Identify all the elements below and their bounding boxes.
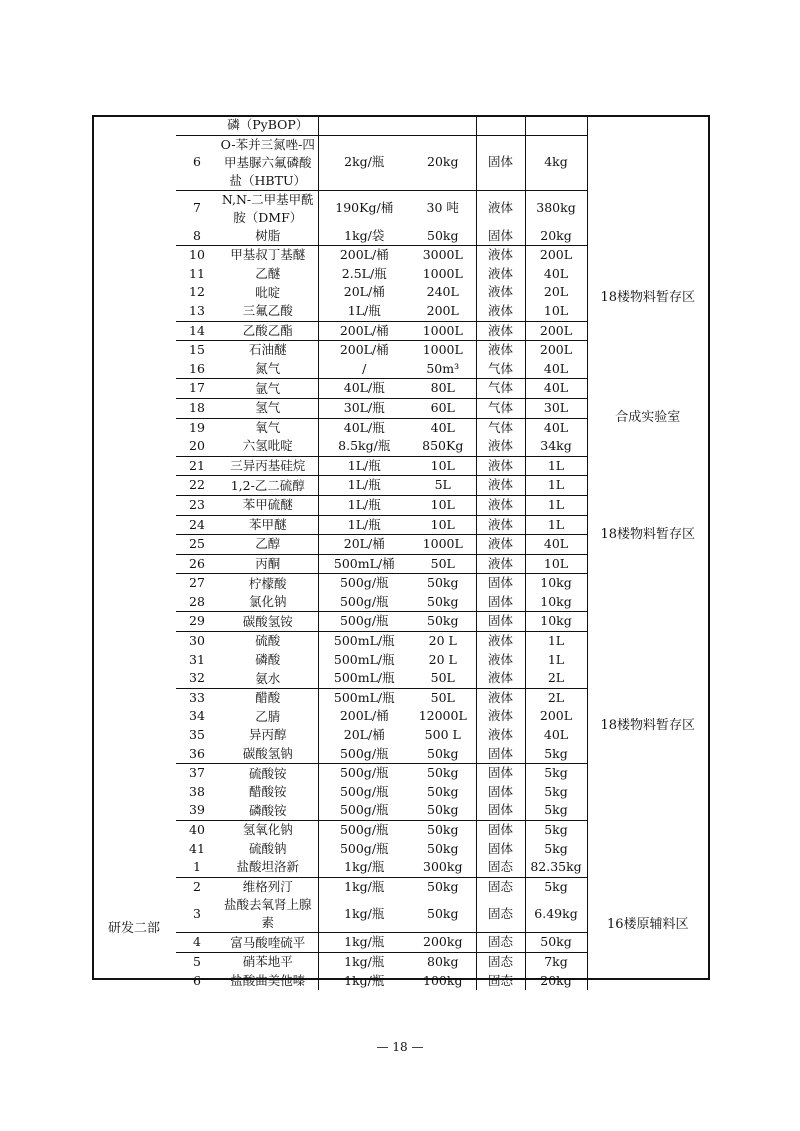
spec-cell: 20L/桶 bbox=[318, 535, 410, 555]
max-storage-cell: 5kg bbox=[525, 877, 587, 896]
state-cell: 固体 bbox=[476, 593, 525, 612]
no-cell: 40 bbox=[176, 821, 218, 840]
quantity-cell: 50kg bbox=[427, 906, 459, 922]
spec-cell: 1L/瓶 bbox=[318, 476, 410, 496]
quantity-cell: 12000L bbox=[418, 708, 467, 724]
state-cell: 液体 bbox=[476, 651, 525, 670]
state-cell: 固态 bbox=[476, 952, 525, 971]
state-cell: 液体 bbox=[476, 437, 525, 456]
name-cell: 碳酸氢钠 bbox=[242, 745, 293, 761]
name-cell: 磷酸 bbox=[255, 651, 281, 667]
state-cell: 液体 bbox=[476, 246, 525, 265]
no-cell: 12 bbox=[189, 284, 205, 300]
quantity-cell: 500 L bbox=[424, 727, 461, 743]
no-cell: 6 bbox=[176, 135, 218, 190]
quantity-cell: 20kg bbox=[410, 135, 476, 190]
name-cell: 硫酸钠 bbox=[248, 840, 287, 856]
state-cell: 液体 bbox=[476, 283, 525, 302]
name-cell: 醋酸 bbox=[218, 688, 318, 707]
max-storage-cell: 1L bbox=[525, 456, 587, 476]
max-storage-cell: 5kg bbox=[525, 764, 587, 783]
state-cell: 液体 bbox=[476, 456, 525, 476]
department-cell: 研发二部 bbox=[107, 920, 160, 936]
max-storage-cell: 40L bbox=[525, 379, 587, 399]
max-storage-cell: 20L bbox=[525, 283, 587, 302]
spec-cell: 1L/瓶 bbox=[318, 495, 410, 515]
max-storage-cell: 2L bbox=[525, 688, 587, 707]
spec-cell: 500g/瓶 bbox=[318, 840, 410, 859]
name-cell: 硫酸铵 bbox=[218, 764, 318, 783]
name-cell: 乙酸乙酯 bbox=[218, 321, 318, 341]
state-cell: 固体 bbox=[476, 764, 525, 783]
no-cell: 5 bbox=[176, 952, 218, 971]
name-cell: 三氟乙酸 bbox=[242, 303, 293, 319]
quantity-cell: 30 吨 bbox=[410, 190, 476, 227]
name-cell: 丙酮 bbox=[218, 554, 318, 574]
name-cell: 氢气 bbox=[218, 398, 318, 418]
spec-cell: 200L/桶 bbox=[318, 321, 410, 341]
no-cell: 11 bbox=[189, 265, 205, 281]
spec-cell: 500g/瓶 bbox=[318, 593, 410, 612]
state-cell: 固态 bbox=[476, 858, 525, 877]
spec-cell: 500mL/瓶 bbox=[318, 669, 410, 688]
storage-location-cell: 18楼物料暂存区 bbox=[587, 116, 708, 360]
max-storage-cell: 20kg bbox=[525, 972, 587, 991]
state-cell: 固体 bbox=[476, 227, 525, 246]
no-cell: 32 bbox=[189, 670, 205, 686]
name-cell: 盐酸曲美他嗪 bbox=[230, 972, 306, 988]
max-storage-cell: 5kg bbox=[525, 801, 587, 820]
max-storage-cell: 1L bbox=[525, 632, 587, 651]
quantity-cell: 1000L bbox=[410, 321, 476, 341]
quantity-cell: 5L bbox=[410, 476, 476, 496]
max-storage-cell: 10L bbox=[525, 554, 587, 574]
no-cell: 41 bbox=[189, 840, 205, 856]
name-cell: 三异丙基硅烷 bbox=[218, 456, 318, 476]
quantity-cell: 60L bbox=[410, 398, 476, 418]
table-row bbox=[92, 476, 708, 496]
quantity-cell: 850Kg bbox=[422, 438, 464, 454]
quantity-cell: 1000L bbox=[410, 341, 476, 360]
quantity-cell: 50kg bbox=[427, 783, 459, 799]
spec-cell: 1L/瓶 bbox=[318, 302, 410, 321]
state-cell: 液体 bbox=[476, 190, 525, 227]
name-cell: 苯甲硫醚 bbox=[218, 495, 318, 515]
max-storage-cell: 7kg bbox=[525, 952, 587, 971]
state-cell: 固体 bbox=[476, 574, 525, 593]
name-cell: 碳酸氢铵 bbox=[218, 612, 318, 632]
quantity-cell: 3000L bbox=[410, 246, 476, 265]
quantity-cell: 240L bbox=[426, 284, 459, 300]
spec-cell: 2kg/瓶 bbox=[318, 135, 410, 190]
spec-cell: 500mL/瓶 bbox=[318, 632, 410, 651]
spec-cell: 500mL/桶 bbox=[318, 554, 410, 574]
spec-cell: / bbox=[318, 360, 410, 379]
storage-location-cell: 18楼物料暂存区 bbox=[587, 593, 708, 858]
no-cell: 24 bbox=[176, 515, 218, 535]
max-storage-cell: 6.49kg bbox=[525, 896, 587, 933]
name-cell: 苯甲醚 bbox=[218, 515, 318, 535]
quantity-cell: 50kg bbox=[427, 227, 459, 243]
state-cell: 气体 bbox=[476, 379, 525, 399]
state-cell: 固体 bbox=[476, 135, 525, 190]
state-cell: 固体 bbox=[476, 745, 525, 764]
quantity-cell: 20 L bbox=[428, 651, 457, 667]
quantity-cell: 50kg bbox=[427, 745, 459, 761]
no-cell: 28 bbox=[189, 593, 205, 609]
quantity-cell: 50kg bbox=[427, 593, 459, 609]
no-cell: 21 bbox=[176, 456, 218, 476]
no-cell: 38 bbox=[189, 783, 205, 799]
spec-cell: 2.5L/瓶 bbox=[318, 265, 410, 284]
max-storage-cell: 200L bbox=[525, 246, 587, 265]
name-cell: 醋酸铵 bbox=[248, 784, 287, 800]
no-cell: 13 bbox=[189, 302, 205, 318]
no-cell: 33 bbox=[176, 688, 218, 707]
max-storage-cell: 5kg bbox=[525, 840, 587, 859]
max-storage-cell: 10kg bbox=[525, 574, 587, 593]
quantity-cell: 10L bbox=[410, 456, 476, 476]
no-cell: 8 bbox=[193, 227, 201, 243]
no-cell: 26 bbox=[176, 554, 218, 574]
no-cell: 18 bbox=[176, 398, 218, 418]
state-cell: 固态 bbox=[476, 877, 525, 896]
max-storage-cell: 1L bbox=[525, 651, 587, 670]
state-cell: 液体 bbox=[476, 495, 525, 515]
no-cell bbox=[176, 116, 218, 135]
state-cell: 固体 bbox=[476, 801, 525, 820]
spec-cell: 30L/瓶 bbox=[318, 398, 410, 418]
no-cell: 2 bbox=[176, 877, 218, 896]
spec-cell: 1L/瓶 bbox=[318, 456, 410, 476]
max-storage-cell: 10kg bbox=[525, 593, 587, 612]
spec-cell: 500g/瓶 bbox=[318, 574, 410, 593]
quantity-cell: 40L bbox=[410, 418, 476, 437]
state-cell: 液体 bbox=[476, 669, 525, 688]
storage-location-cell: 合成实验室 bbox=[587, 360, 708, 476]
name-cell: 磷（PyBOP） bbox=[227, 117, 309, 133]
no-cell: 20 bbox=[189, 438, 205, 454]
page-number: — 18 — bbox=[376, 1040, 424, 1054]
no-cell: 36 bbox=[189, 745, 205, 761]
quantity-cell: 1000L bbox=[422, 265, 463, 281]
spec-cell: 1kg/瓶 bbox=[318, 933, 410, 953]
quantity-cell: 50kg bbox=[410, 821, 476, 840]
state-cell: 固态 bbox=[476, 972, 525, 991]
no-cell: 3 bbox=[193, 906, 201, 922]
name-cell: 异丙醇 bbox=[248, 727, 287, 743]
spec-cell: 20L/桶 bbox=[318, 726, 410, 745]
quantity-cell bbox=[410, 116, 476, 135]
max-storage-cell: 2L bbox=[525, 669, 587, 688]
state-cell: 固体 bbox=[476, 612, 525, 632]
state-cell: 固态 bbox=[476, 933, 525, 953]
table-row bbox=[92, 858, 708, 877]
quantity-cell: 300kg bbox=[423, 859, 463, 875]
spec-cell: 500g/瓶 bbox=[318, 745, 410, 764]
name-cell: 维格列汀 bbox=[218, 877, 318, 896]
name-cell: 柠檬酸 bbox=[218, 574, 318, 593]
name-cell: 氢氧化钠 bbox=[218, 821, 318, 840]
name-cell: N,N-二甲基甲酰胺（DMF） bbox=[218, 190, 318, 227]
no-cell: 39 bbox=[189, 802, 205, 818]
spec-cell: 8.5kg/瓶 bbox=[318, 437, 410, 456]
quantity-cell: 50m³ bbox=[426, 360, 460, 376]
spec-cell: 190Kg/桶 bbox=[318, 190, 410, 227]
spec-cell: 500g/瓶 bbox=[318, 821, 410, 840]
quantity-cell: 80L bbox=[410, 379, 476, 399]
storage-location-cell: 18楼物料暂存区 bbox=[587, 476, 708, 593]
no-cell: 22 bbox=[176, 476, 218, 496]
no-cell: 25 bbox=[176, 535, 218, 555]
no-cell: 14 bbox=[176, 321, 218, 341]
name-cell: 乙腈 bbox=[255, 708, 281, 724]
spec-cell: 1kg/袋 bbox=[318, 227, 410, 246]
max-storage-cell: 34kg bbox=[525, 437, 587, 456]
state-cell: 液体 bbox=[476, 554, 525, 574]
spec-cell: 1kg/瓶 bbox=[318, 877, 410, 896]
max-storage-cell: 82.35kg bbox=[525, 858, 587, 877]
spec-cell: 1kg/瓶 bbox=[318, 858, 410, 877]
quantity-cell: 50kg bbox=[427, 840, 459, 856]
max-storage-cell: 4kg bbox=[525, 135, 587, 190]
state-cell: 固体 bbox=[476, 783, 525, 802]
quantity-cell: 10L bbox=[410, 495, 476, 515]
max-storage-cell: 1L bbox=[525, 495, 587, 515]
state-cell: 液体 bbox=[476, 341, 525, 360]
quantity-cell: 200L bbox=[426, 302, 459, 318]
quantity-cell: 100kg bbox=[423, 972, 463, 988]
name-cell: 富马酸喹硫平 bbox=[218, 933, 318, 953]
name-cell: 氧气 bbox=[218, 418, 318, 437]
quantity-cell: 50kg bbox=[410, 764, 476, 783]
spec-cell: 500g/瓶 bbox=[318, 764, 410, 783]
state-cell: 气体 bbox=[476, 360, 525, 379]
name-cell: 六氢吡啶 bbox=[242, 438, 293, 454]
no-cell: 29 bbox=[176, 612, 218, 632]
spec-cell: 200L/桶 bbox=[318, 707, 410, 726]
no-cell: 4 bbox=[176, 933, 218, 953]
quantity-cell: 50L bbox=[410, 554, 476, 574]
spec-cell: 1L/瓶 bbox=[318, 515, 410, 535]
spec-cell: 1kg/瓶 bbox=[318, 972, 410, 991]
name-cell: 氩气 bbox=[218, 379, 318, 399]
spec-cell: 500g/瓶 bbox=[318, 801, 410, 820]
max-storage-cell: 10L bbox=[525, 302, 587, 321]
state-cell: 液体 bbox=[476, 535, 525, 555]
max-storage-cell: 1L bbox=[525, 515, 587, 535]
max-storage-cell: 200L bbox=[525, 321, 587, 341]
quantity-cell: 50kg bbox=[427, 802, 459, 818]
no-cell: 10 bbox=[176, 246, 218, 265]
max-storage-cell: 20kg bbox=[525, 227, 587, 246]
name-cell: 乙醚 bbox=[255, 266, 281, 282]
name-cell: O-苯并三氮唑-四甲基脲六氟磷酸盐（HBTU） bbox=[218, 135, 318, 190]
max-storage-cell: 1L bbox=[525, 476, 587, 496]
max-storage-cell: 40L bbox=[525, 418, 587, 437]
state-cell: 液体 bbox=[476, 476, 525, 496]
table-row bbox=[92, 116, 708, 135]
max-storage-cell: 5kg bbox=[525, 745, 587, 764]
state-cell: 液体 bbox=[476, 726, 525, 745]
state-cell: 气体 bbox=[476, 418, 525, 437]
name-cell: 乙醇 bbox=[218, 535, 318, 555]
storage-location-cell: 16楼原辅料区 bbox=[587, 858, 708, 990]
max-storage-cell: 200L bbox=[525, 707, 587, 726]
state-cell: 液体 bbox=[476, 515, 525, 535]
spec-cell: 40L/瓶 bbox=[318, 418, 410, 437]
name-cell: 硝苯地平 bbox=[218, 952, 318, 971]
name-cell: 石油醚 bbox=[218, 341, 318, 360]
spec-cell: 20L/桶 bbox=[318, 283, 410, 302]
quantity-cell: 50L bbox=[410, 688, 476, 707]
max-storage-cell: 50kg bbox=[525, 933, 587, 953]
spec-cell: 200L/桶 bbox=[318, 341, 410, 360]
no-cell: 30 bbox=[176, 632, 218, 651]
no-cell: 17 bbox=[176, 379, 218, 399]
no-cell: 6 bbox=[193, 972, 201, 988]
quantity-cell: 200kg bbox=[410, 933, 476, 953]
table-row bbox=[92, 593, 708, 612]
spec-cell: 500mL/瓶 bbox=[318, 651, 410, 670]
spec-cell bbox=[318, 116, 410, 135]
no-cell: 31 bbox=[189, 651, 205, 667]
no-cell: 35 bbox=[189, 727, 205, 743]
quantity-cell: 10L bbox=[410, 515, 476, 535]
name-cell: 磷酸铵 bbox=[248, 802, 287, 818]
state-cell: 液体 bbox=[476, 707, 525, 726]
no-cell: 34 bbox=[189, 708, 205, 724]
state-cell: 液体 bbox=[476, 688, 525, 707]
max-storage-cell: 10kg bbox=[525, 612, 587, 632]
state-cell: 液体 bbox=[476, 265, 525, 284]
no-cell: 19 bbox=[176, 418, 218, 437]
no-cell: 15 bbox=[176, 341, 218, 360]
no-cell: 27 bbox=[176, 574, 218, 593]
state-cell: 液体 bbox=[476, 632, 525, 651]
max-storage-cell: 5kg bbox=[525, 783, 587, 802]
no-cell: 16 bbox=[189, 360, 205, 376]
state-cell: 液体 bbox=[476, 321, 525, 341]
name-cell: 盐酸坦洛新 bbox=[236, 859, 299, 875]
quantity-cell: 50kg bbox=[410, 877, 476, 896]
max-storage-cell: 40L bbox=[525, 360, 587, 379]
no-cell: 7 bbox=[176, 190, 218, 227]
spec-cell: 200L/桶 bbox=[318, 246, 410, 265]
spec-cell: 500g/瓶 bbox=[318, 612, 410, 632]
quantity-cell: 50kg bbox=[410, 612, 476, 632]
name-cell: 硫酸 bbox=[218, 632, 318, 651]
spec-cell: 1kg/瓶 bbox=[318, 952, 410, 971]
materials-table bbox=[92, 116, 708, 990]
state-cell: 固体 bbox=[476, 840, 525, 859]
no-cell: 1 bbox=[193, 859, 201, 875]
state-cell: 固态 bbox=[476, 896, 525, 933]
name-cell: 氮气 bbox=[255, 361, 281, 377]
max-storage-cell: 380kg bbox=[525, 190, 587, 227]
max-storage-cell: 40L bbox=[525, 535, 587, 555]
name-cell: 盐酸去氧肾上腺素 bbox=[223, 897, 312, 931]
max-storage-cell: 5kg bbox=[525, 821, 587, 840]
max-storage-cell bbox=[525, 116, 587, 135]
no-cell: 37 bbox=[176, 764, 218, 783]
name-cell: 树脂 bbox=[255, 227, 281, 243]
name-cell: 甲基叔丁基醚 bbox=[218, 246, 318, 265]
state-cell: 气体 bbox=[476, 398, 525, 418]
spec-cell: 40L/瓶 bbox=[318, 379, 410, 399]
spec-cell: 500mL/瓶 bbox=[318, 688, 410, 707]
quantity-cell: 50L bbox=[430, 670, 455, 686]
quantity-cell: 20 L bbox=[410, 632, 476, 651]
quantity-cell: 80kg bbox=[410, 952, 476, 971]
spec-cell: 1kg/瓶 bbox=[318, 896, 410, 933]
quantity-cell: 1000L bbox=[410, 535, 476, 555]
spec-cell: 500g/瓶 bbox=[318, 783, 410, 802]
max-storage-cell: 40L bbox=[525, 265, 587, 284]
name-cell: 氯化钠 bbox=[248, 594, 287, 610]
name-cell: 吡啶 bbox=[255, 284, 281, 300]
state-cell bbox=[476, 116, 525, 135]
state-cell: 固体 bbox=[476, 821, 525, 840]
state-cell: 液体 bbox=[476, 302, 525, 321]
table-row bbox=[92, 360, 708, 379]
name-cell: 1,2-乙二硫醇 bbox=[218, 476, 318, 496]
department-cell bbox=[92, 116, 176, 858]
max-storage-cell: 200L bbox=[525, 341, 587, 360]
no-cell: 23 bbox=[176, 495, 218, 515]
quantity-cell: 50kg bbox=[410, 574, 476, 593]
max-storage-cell: 30L bbox=[525, 398, 587, 418]
name-cell: 氨水 bbox=[255, 670, 281, 686]
max-storage-cell: 40L bbox=[525, 726, 587, 745]
